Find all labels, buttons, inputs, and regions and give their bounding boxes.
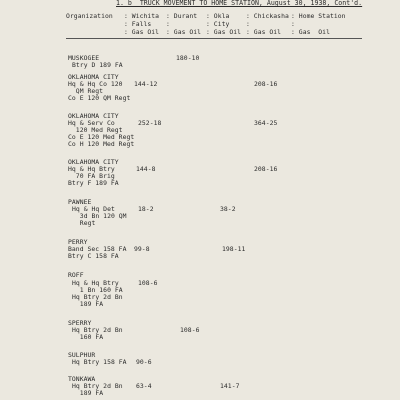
header-okla: : Okla: [206, 12, 230, 20]
unit-line: 70 FA Brig: [68, 172, 115, 180]
unit-line: Hq & Hq Btry: [68, 165, 115, 173]
unit-line: Co H 120 Med Regt: [68, 140, 135, 148]
okla-city-value: 38-2: [220, 205, 236, 213]
unit-line: Hq & Hq Det: [72, 205, 115, 213]
header-city: : City: [206, 20, 230, 28]
header-gas-oil-1: : Gas Oil: [124, 28, 160, 36]
unit-line: Btry C 158 FA: [68, 252, 119, 260]
header-falls: : Falls: [124, 20, 152, 28]
wichita-value: 144-8: [136, 165, 156, 173]
unit-line: Btry F 189 FA: [68, 179, 119, 187]
place-name: SPERRY: [68, 319, 92, 327]
unit-line: Regt: [72, 219, 96, 227]
unit-line: Hq & Hq Co 120: [68, 80, 123, 88]
wichita-value: 252-18: [138, 119, 162, 127]
place-name: PAWNEE: [68, 198, 92, 206]
okla-city-value: 198-11: [222, 245, 246, 253]
wichita-value: 18-2: [138, 205, 154, 213]
unit-line: 1 Bn 160 FA: [72, 286, 123, 294]
wichita-value: 144-12: [134, 80, 158, 88]
wichita-value: 99-8: [134, 245, 150, 253]
unit-line: Co E 120 QM Regt: [68, 94, 131, 102]
unit-line: Hq Btry 2d Bn: [72, 382, 123, 390]
place-name: TONKAWA: [68, 375, 96, 383]
unit-line: Co E 120 Med Regt: [68, 133, 135, 141]
header-gas-oil-4: : Gas Oil: [246, 28, 282, 36]
chickasha-value: 208-16: [254, 165, 278, 173]
place-name: ROFF: [68, 271, 84, 279]
header-chickasha: : Chickasha: [246, 12, 289, 20]
header-gas-oil-2: : Gas Oil: [166, 28, 202, 36]
unit-line: 160 FA: [72, 333, 104, 341]
wichita-value: 90-6: [136, 358, 152, 366]
chickasha-value: 364-25: [254, 119, 278, 127]
wichita-value: 63-4: [136, 382, 152, 390]
header-gas-oil-5: : Gas Oil: [291, 28, 330, 36]
unit-line: Hq & Serv Co: [68, 119, 115, 127]
unit-line: 189 FA: [72, 389, 104, 397]
document-title: 1. b TRUCK MOVEMENT TO HOME STATION, August 30, 1938, Cont'd.: [116, 0, 363, 7]
place-name: OKLAHOMA CITY: [68, 158, 119, 166]
chickasha-value: 208-16: [254, 80, 278, 88]
unit-line: Hq Btry 2d Bn: [72, 293, 123, 301]
durant-value: 108-6: [180, 326, 200, 334]
unit-line: 120 Med Regt: [68, 126, 123, 134]
wichita-value: 108-6: [138, 279, 158, 287]
unit-line: Hq Btry 158 FA: [72, 358, 127, 366]
unit-line: Hq & Hq Btry: [72, 279, 119, 287]
place-name: OKLAHOMA CITY: [68, 112, 119, 120]
unit-line: QM Regt: [68, 87, 104, 95]
header-home-station: : Home Station: [291, 12, 346, 20]
header-wichita: : Wichita: [124, 12, 160, 20]
header-organization: Organization: [66, 12, 113, 20]
okla-city-value: 141-7: [220, 382, 240, 390]
header-durant: : Durant: [166, 12, 198, 20]
unit-line: Hq Btry 2d Bn: [72, 326, 123, 334]
durant-value: 180-10: [176, 54, 200, 62]
header-colon-1: :: [166, 20, 170, 28]
header-rule: [66, 38, 362, 39]
place-name: PERRY: [68, 238, 88, 246]
place-name: SULPHUR: [68, 351, 96, 359]
unit-line: Band Sec 158 FA: [68, 245, 127, 253]
unit-line: 3d Bn 120 QM: [72, 212, 127, 220]
header-colon-2: :: [246, 20, 250, 28]
header-colon-3: :: [291, 20, 295, 28]
header-gas-oil-3: : Gas Oil: [206, 28, 242, 36]
place-name: OKLAHOMA CITY: [68, 73, 119, 81]
unit-line: 189 FA: [72, 300, 104, 308]
unit-line: Btry D 189 FA: [72, 61, 123, 69]
place-name: MUSKOGEE: [68, 54, 100, 62]
